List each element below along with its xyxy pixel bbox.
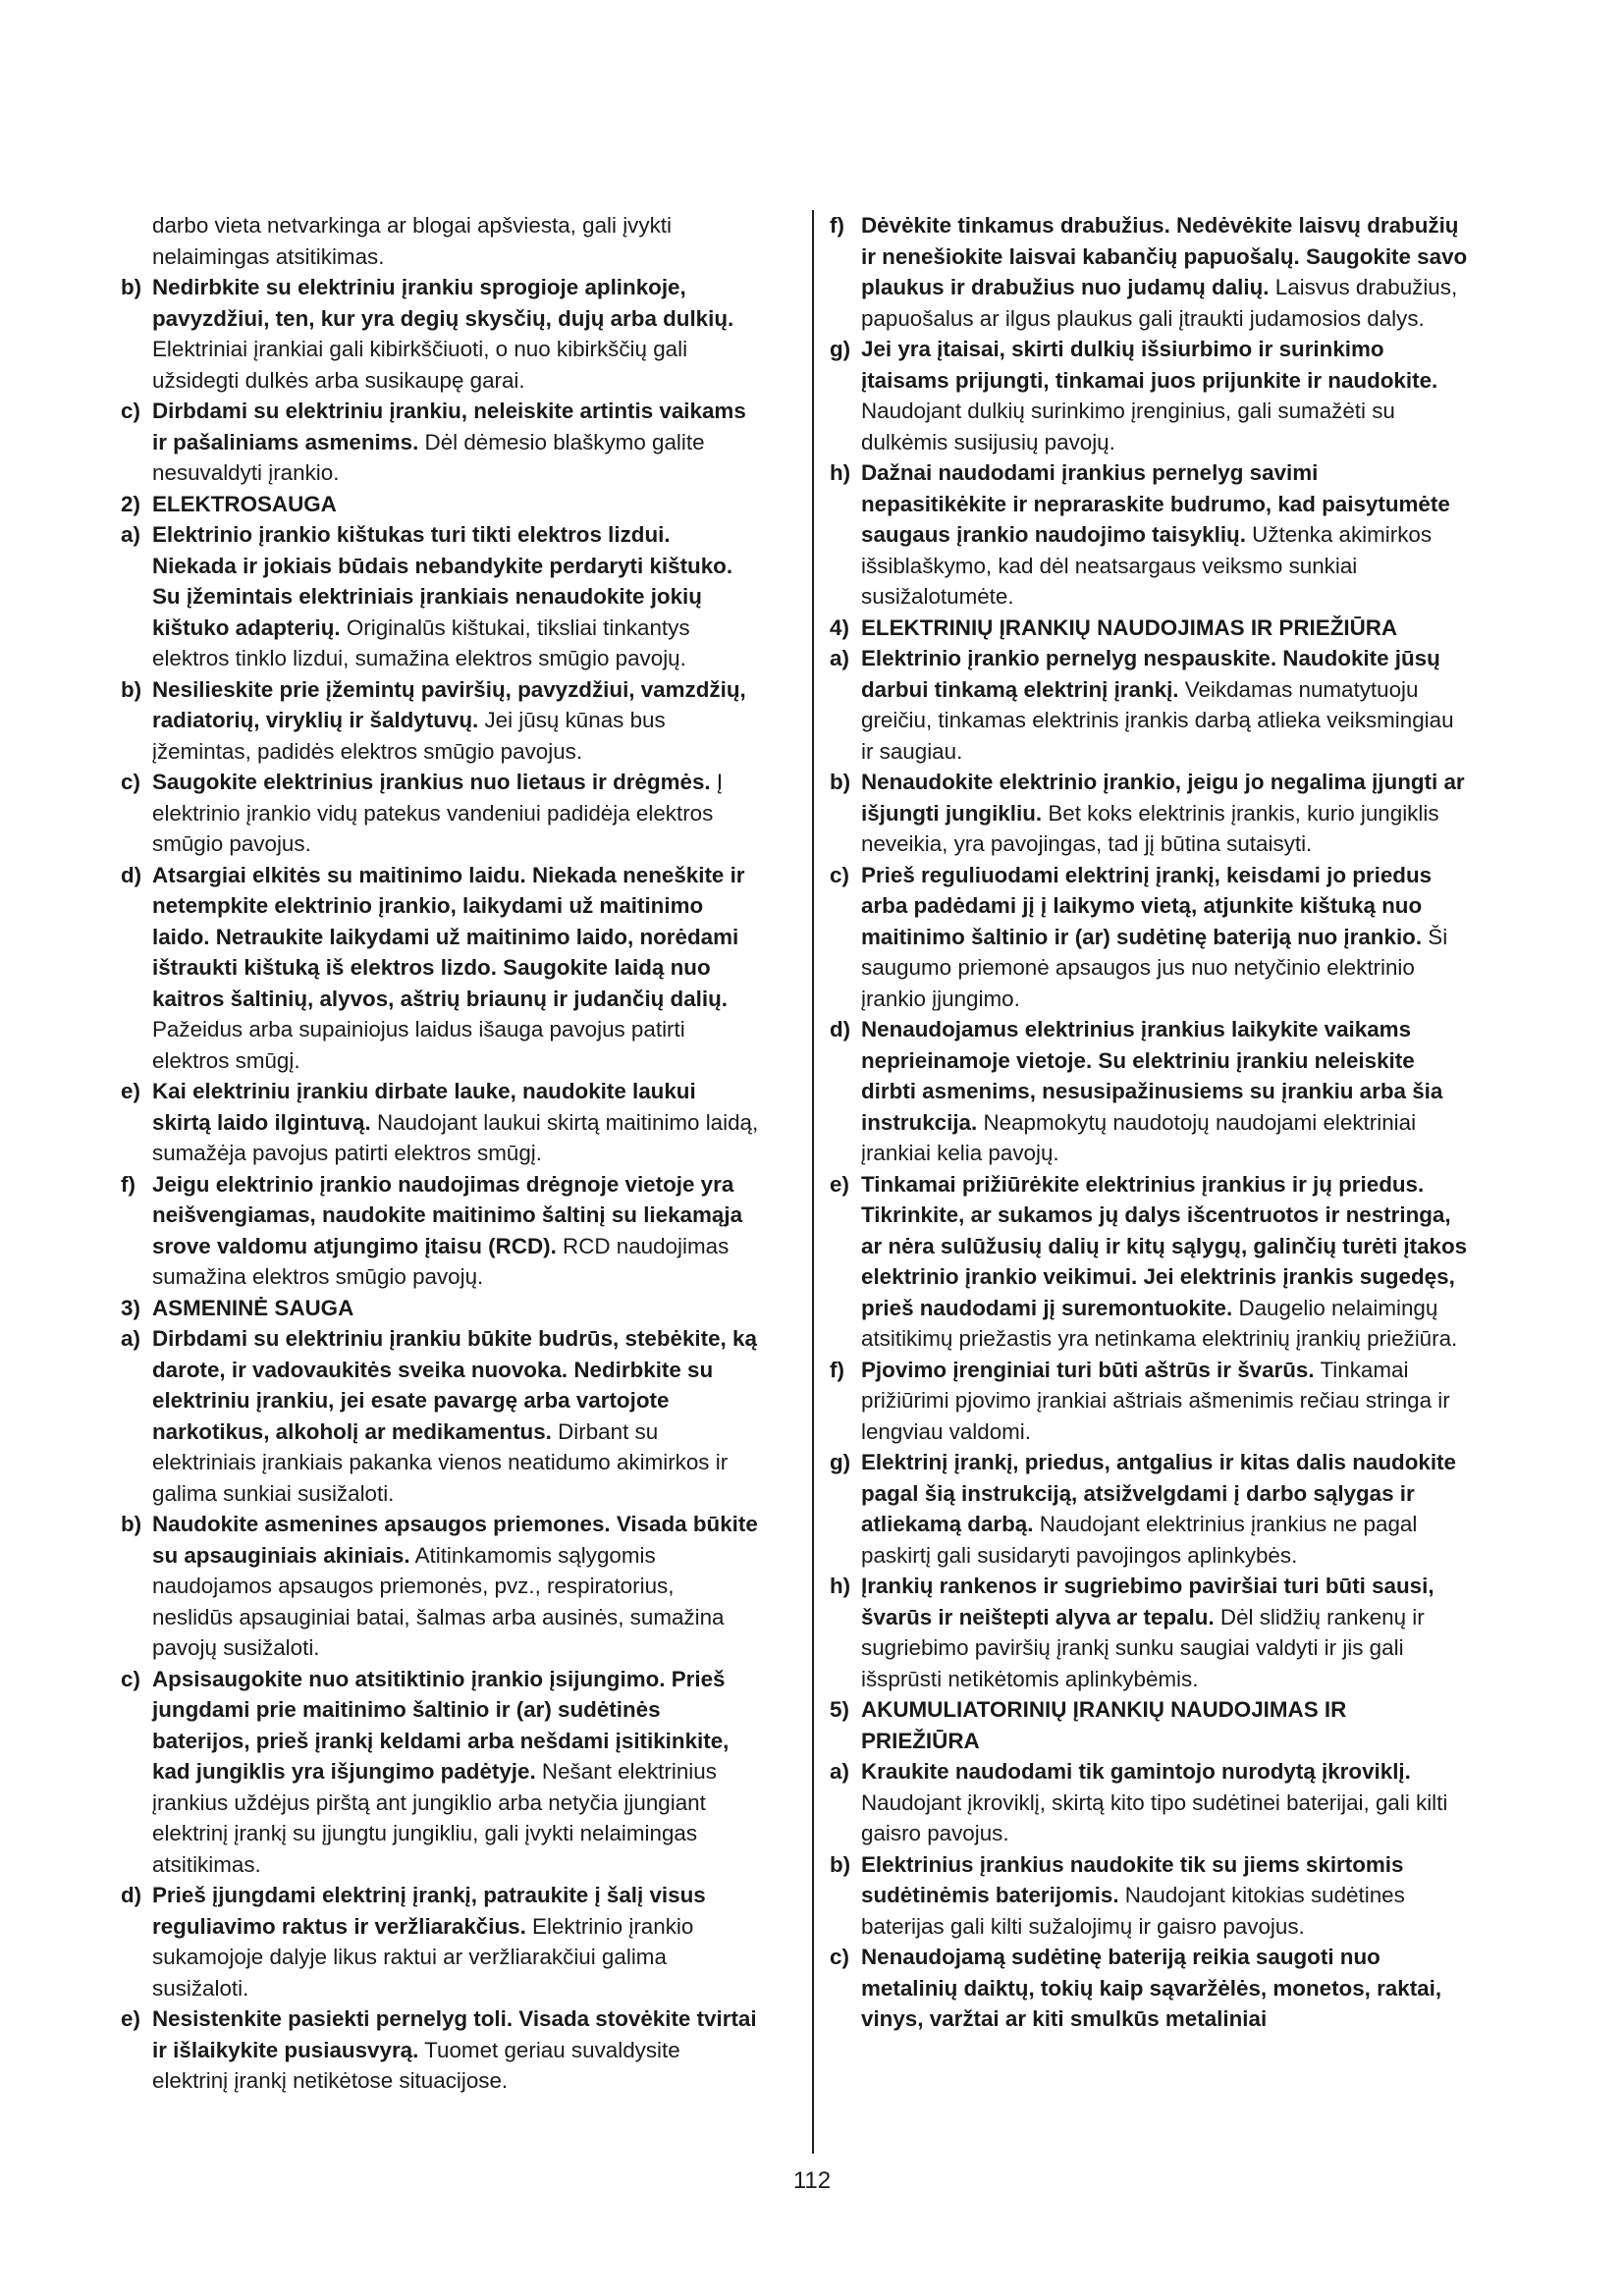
section-heading xyxy=(830,613,1468,644)
section-title: ASMENINĖ SAUGA xyxy=(152,1295,354,1320)
item-bold-text: Elektrinius įrankius naudokite tik su jiems skirtomis sudėtinėmis baterijomis. xyxy=(861,1851,1404,1907)
item-text: Atitinkamomis sąlygomis naudojamos apsaugos priemonės, pvz., respiratorius, neslidūs apsauginiai batai, šalmas arba ausinės, sumažina pavojų susižaloti. xyxy=(152,1542,725,1660)
item-text: Nešant elektrinius įrankius uždėjus pirštą ant jungiklio arba netyčia įjungiant elektrinį įrankį su įjungtu jungikliu, gali įvykti nelaimingas atsitikimas. xyxy=(152,1759,717,1877)
item-label: 2) xyxy=(121,491,140,516)
item-text: Dirbant su elektriniais įrankiais pakanka vienos neatidumo akimirkos ir galima sunkiai susižaloti. xyxy=(152,1418,729,1506)
item-bold-text: Įrankių rankenos ir sugriebimo paviršiai turi būti sausi, švarūs ir neištepti alyva ar tepalu. xyxy=(861,1574,1435,1629)
list-item xyxy=(830,1942,1468,2035)
item-bold-text: Dirbdami su elektriniu įrankiu, neleiskite artintis vaikams ir pašaliniams asmenims. xyxy=(152,399,746,454)
item-bold-text: Saugokite elektrinius įrankius nuo lietaus ir drėgmės. xyxy=(152,770,711,794)
list-item xyxy=(121,396,759,489)
list-item xyxy=(830,1355,1468,1448)
item-bold-text: Atsargiai elkitės su maitinimo laidu. Niekada neneškite ir netempkite elektrinio įrankio, laikydami už maitinimo laido. Netraukite laikydami už maitinimo laido, norėdami ištraukti kištuką iš elektros lizdo. Saugokite laidą nuo kaitros šaltinių, alyvos, aštrių briaunų ir judančių dalių. xyxy=(152,862,745,1011)
item-label: 5) xyxy=(830,1697,849,1722)
item-bold-text: Elektrinį įrankį, priedus, antgalius ir kitas dalis naudokite pagal šią instrukciją, atsižvelgdami į darbo sąlygas ir atliekamą darbą. xyxy=(861,1450,1456,1536)
item-bold-text: Nesistenkite pasiekti pernelyg toli. Visada stovėkite tvirtai ir išlaikykite pusiausvyrą. xyxy=(152,2006,757,2062)
list-item xyxy=(830,334,1468,457)
section-title: AKUMULIATORINIŲ ĮRANKIŲ NAUDOJIMAS IR PRIEŽIŪRA xyxy=(861,1697,1347,1753)
list-item xyxy=(121,1076,759,1169)
list-item xyxy=(830,767,1468,860)
item-label: a) xyxy=(830,1759,849,1784)
item-bold-text: Dėvėkite tinkamus drabužius. Nedėvėkite laisvų drabužių ir nenešiokite laisvai kabančių papuošalų. Saugokite savo plaukus ir drabužius nuo judamų dalių. xyxy=(861,213,1468,299)
item-bold-text: Jeigu elektrinio įrankio naudojimas drėgnoje vietoje yra neišvengiamas, naudokite maitinimo šaltinį su liekamąja srove valdomu atjungimo įtaisu (RCD). xyxy=(152,1171,743,1258)
item-bold-text: Dirbdami su elektriniu įrankiu būkite budrūs, stebėkite, ką darote, ir vadovaukitės sveika nuovoka. Nedirbkite su elektriniu įrankiu, jei esate pavargę arba vartojote narkotikus, alkoholį ar medikamentus. xyxy=(152,1326,757,1444)
item-text: Ši saugumo priemonė apsaugos jus nuo netyčinio elektrinio įrankio įjungimo. xyxy=(861,924,1448,1011)
list-item xyxy=(830,1849,1468,1943)
item-bold-text: Kraukite naudodami tik gamintojo nurodytą įkroviklį. xyxy=(861,1759,1411,1784)
list-item xyxy=(121,1509,759,1664)
item-label: d) xyxy=(121,1883,142,1907)
item-text: Jei jūsų kūnas bus įžemintas, padidės elektros smūgio pavojus. xyxy=(152,708,666,764)
item-bold-text: Nedirbkite su elektriniu įrankiu sprogioje aplinkoje, pavyzdžiui, ten, kur yra degių skysčių, dujų arba dulkių. xyxy=(152,275,734,331)
item-text: Bet koks elektrinis įrankis, kurio jungiklis neveikia, yra pavojingas, tad jį būtina sutaisyti. xyxy=(861,800,1439,856)
item-label: c) xyxy=(121,399,140,423)
item-bold-text: Nenaudojamus elektrinius įrankius laikykite vaikams neprieinamoje vietoje. Su elektriniu įrankiu neleiskite dirbti asmenims, nesusipažinusiems su įrankiu arba šia instrukcija. xyxy=(861,1017,1443,1135)
item-text: Elektrinio įrankio sukamojoje dalyje likus raktui ar veržliarakčiui galima susižaloti. xyxy=(152,1913,694,2001)
item-label: e) xyxy=(830,1171,849,1197)
item-label: e) xyxy=(121,1079,140,1103)
list-item xyxy=(121,1323,759,1509)
item-bold-text: Dažnai naudodami įrankius pernelyg savimi nepasitikėkite ir nepraraskite budrumo, kad paisytumėte saugaus įrankio naudojimo taisyklių. xyxy=(861,460,1450,547)
item-bold-text: Kai elektriniu įrankiu dirbate lauke, naudokite laukui skirtą laido ilgintuvą. xyxy=(152,1079,696,1135)
item-text: Į elektrinio įrankio vidų patekus vandeniui padidėja elektros smūgio pavojus. xyxy=(152,770,724,856)
list-item xyxy=(121,272,759,396)
item-label: a) xyxy=(121,1326,140,1351)
item-label: c) xyxy=(121,770,140,794)
list-item xyxy=(121,210,759,272)
section-title: ELEKTRINIŲ ĮRANKIŲ NAUDOJIMAS IR PRIEŽIŪRA xyxy=(861,614,1398,640)
list-item xyxy=(121,2003,759,2097)
item-text: Elektriniai įrankiai gali kibirkščiuoti, o nuo kibirkščių gali užsidegti dulkės arba susikaupę garai. xyxy=(152,337,688,393)
item-label: e) xyxy=(121,2006,140,2031)
left-column xyxy=(121,210,759,2097)
item-bold-text: Tinkamai prižiūrėkite elektrinius įrankius ir jų priedus. Tikrinkite, ar sukamos jų dalys išcentruotos ir nestringa, ar nėra sulūžusių dalių ir kitų sąlygų, galinčių turėti įtakos elektrinio įrankio veikimui. Jei elektrinis įrankis sugedęs, prieš naudodami jį suremontuokite. xyxy=(861,1171,1468,1320)
item-text: Naudojant dulkių surinkimo įrenginius, gali sumažėti su dulkėmis susijusių pavojų. xyxy=(861,399,1395,454)
list-item xyxy=(830,1014,1468,1169)
list-item xyxy=(121,519,759,674)
item-text: Dėl dėmesio blaškymo galite nesuvaldyti įrankio. xyxy=(152,429,705,485)
item-bold-text: Apsisaugokite nuo atsitiktinio įrankio įsijungimo. Prieš jungdami prie maitinimo šaltinio ir (ar) sudėtinės baterijos, prieš įrankį keldami arba nešdami įsitikinkite, kad jungiklis yra išjungimo padėtyje. xyxy=(152,1666,730,1784)
item-label: b) xyxy=(830,770,851,794)
item-bold-text: Elektrinio įrankio kištukas turi tikti elektros lizdui. Niekada ir jokiais būdais nebandykite perdaryti kištuko. Su įžemintais elektriniais įrankiais nenaudokite jokių kištuko adapterių. xyxy=(152,522,733,640)
item-label: c) xyxy=(830,1945,849,1969)
item-label: f) xyxy=(830,213,844,238)
list-item xyxy=(121,860,759,1077)
item-label: 4) xyxy=(830,614,849,640)
list-item xyxy=(830,1447,1468,1571)
page-number: 112 xyxy=(792,2167,832,2194)
list-item xyxy=(830,210,1468,334)
list-item xyxy=(121,1664,759,1881)
item-text: Originalūs kištukai, tiksliai tinkantys elektros tinklo lizdui, sumažina elektros smūgio pavojų. xyxy=(152,614,690,670)
item-text: Laisvus drabužius, papuošalus ar ilgus plaukus gali įtraukti judamosios dalys. xyxy=(861,275,1458,331)
item-text: RCD naudojimas sumažina elektros smūgio pavojų. xyxy=(152,1233,730,1289)
item-label: a) xyxy=(830,646,849,670)
item-label: b) xyxy=(121,1512,142,1536)
item-label: 3) xyxy=(121,1295,140,1320)
list-item xyxy=(121,674,759,768)
item-bold-text: Jei yra įtaisai, skirti dulkių išsiurbimo ir surinkimo įtaisams prijungti, tinkamai juos prijunkite ir naudokite. xyxy=(861,337,1438,393)
section-heading xyxy=(121,1293,759,1324)
section-heading xyxy=(121,489,759,520)
section-title: ELEKTROSAUGA xyxy=(152,491,337,516)
item-label: c) xyxy=(830,862,849,887)
item-label: a) xyxy=(121,522,140,547)
item-label: g) xyxy=(830,1450,851,1474)
item-bold-text: Pjovimo įrenginiai turi būti aštrūs ir švarūs. xyxy=(861,1357,1315,1382)
item-text: Naudojant elektrinius įrankius ne pagal paskirtį gali susidaryti pavojingos aplinkybės. xyxy=(861,1512,1418,1568)
item-bold-text: Prieš reguliuodami elektrinį įrankį, keisdami jo priedus arba padėdami jį į laikymo vietą, atjunkite kištuką nuo maitinimo šaltinio ir (ar) sudėtinę bateriją nuo įrankio. xyxy=(861,862,1433,949)
item-label: g) xyxy=(830,337,851,361)
item-text: Veikdamas numatytuoju greičiu, tinkamas elektrinis įrankis darbą atlieka veiksmingiau ir saugiau. xyxy=(861,676,1454,764)
list-item xyxy=(830,860,1468,1015)
list-item xyxy=(830,643,1468,767)
item-label: d) xyxy=(830,1017,851,1041)
list-item xyxy=(830,1756,1468,1849)
item-bold-text: Nenaudokite elektrinio įrankio, jeigu jo negalima įjungti ar išjungti jungikliu. xyxy=(861,770,1465,826)
item-label: f) xyxy=(830,1357,844,1382)
item-label: d) xyxy=(121,862,142,887)
list-item xyxy=(830,457,1468,613)
list-item xyxy=(830,1571,1468,1694)
list-item xyxy=(121,1880,759,2003)
item-text: Tinkamai prižiūrimi pjovimo įrankiai aštriais ašmenimis rečiau stringa ir lengviau valdomi. xyxy=(861,1357,1450,1444)
item-text: Daugelio nelaimingų atsitikimų priežastis yra netinkama elektrinių įrankių priežiūra. xyxy=(861,1295,1458,1351)
list-item xyxy=(830,1169,1468,1355)
item-text: Naudojant laukui skirtą maitinimo laidą, sumažėja pavojus patirti elektros smūgį. xyxy=(152,1109,759,1165)
right-column xyxy=(830,210,1468,2035)
item-text: Neapmokytų naudotojų naudojami elektriniai įrankiai kelia pavojų. xyxy=(861,1109,1417,1165)
item-text: Užtenka akimirkos išsiblaškymo, kad dėl neatsargaus veiksmo sunkiai susižalotumėte. xyxy=(861,522,1433,609)
item-bold-text: Elektrinio įrankio pernelyg nespauskite. Naudokite jūsų darbui tinkamą elektrinį įrankį. xyxy=(861,646,1440,702)
item-label: f) xyxy=(121,1171,135,1197)
list-item xyxy=(121,767,759,860)
item-label: h) xyxy=(830,460,851,485)
item-bold-text: Prieš įjungdami elektrinį įrankį, patraukite į šalį visus reguliavimo raktus ir veržliarakčius. xyxy=(152,1883,706,1939)
item-text: Dėl slidžių rankenų ir sugriebimo paviršių įrankį sunku saugiai valdyti ir jis gali išsprūsti netikėtomis aplinkybėmis. xyxy=(861,1604,1425,1691)
item-bold-text: Naudokite asmenines apsaugos priemones. Visada būkite su apsauginiais akiniais. xyxy=(152,1512,758,1568)
item-label: b) xyxy=(121,275,142,299)
item-bold-text: Nenaudojamą sudėtinę bateriją reikia saugoti nuo metalinių daiktų, tokių kaip sąvaržėlės, monetos, raktai, vinys, varžtai ar kiti smulkūs metaliniai xyxy=(861,1945,1442,2031)
item-label: b) xyxy=(121,676,142,702)
item-label: c) xyxy=(121,1666,140,1691)
section-heading xyxy=(830,1694,1468,1756)
item-text: Tuomet geriau suvaldysite elektrinį įrankį netikėtose situacijose. xyxy=(152,2037,680,2093)
column-divider xyxy=(812,210,814,2154)
item-text: Naudojant įkroviklį, skirtą kito tipo sudėtinei baterijai, gali kilti gaisro pavojus. xyxy=(861,1789,1448,1845)
item-text: Pažeidus arba supainiojus laidus išauga pavojus patirti elektros smūgį. xyxy=(152,1017,685,1073)
item-bold-text: Nesilieskite prie įžemintų paviršių, pavyzdžiui, vamzdžių, radiatorių, viryklių ir šaldytuvų. xyxy=(152,676,746,732)
list-item xyxy=(121,1169,759,1293)
item-label: h) xyxy=(830,1574,851,1598)
item-text: Naudojant kitokias sudėtines baterijas gali kilti sužalojimų ir gaisro pavojus. xyxy=(861,1883,1405,1939)
item-text: darbo vieta netvarkinga ar blogai apšviesta, gali įvykti nelaimingas atsitikimas. xyxy=(152,213,672,269)
item-label: b) xyxy=(830,1851,851,1877)
